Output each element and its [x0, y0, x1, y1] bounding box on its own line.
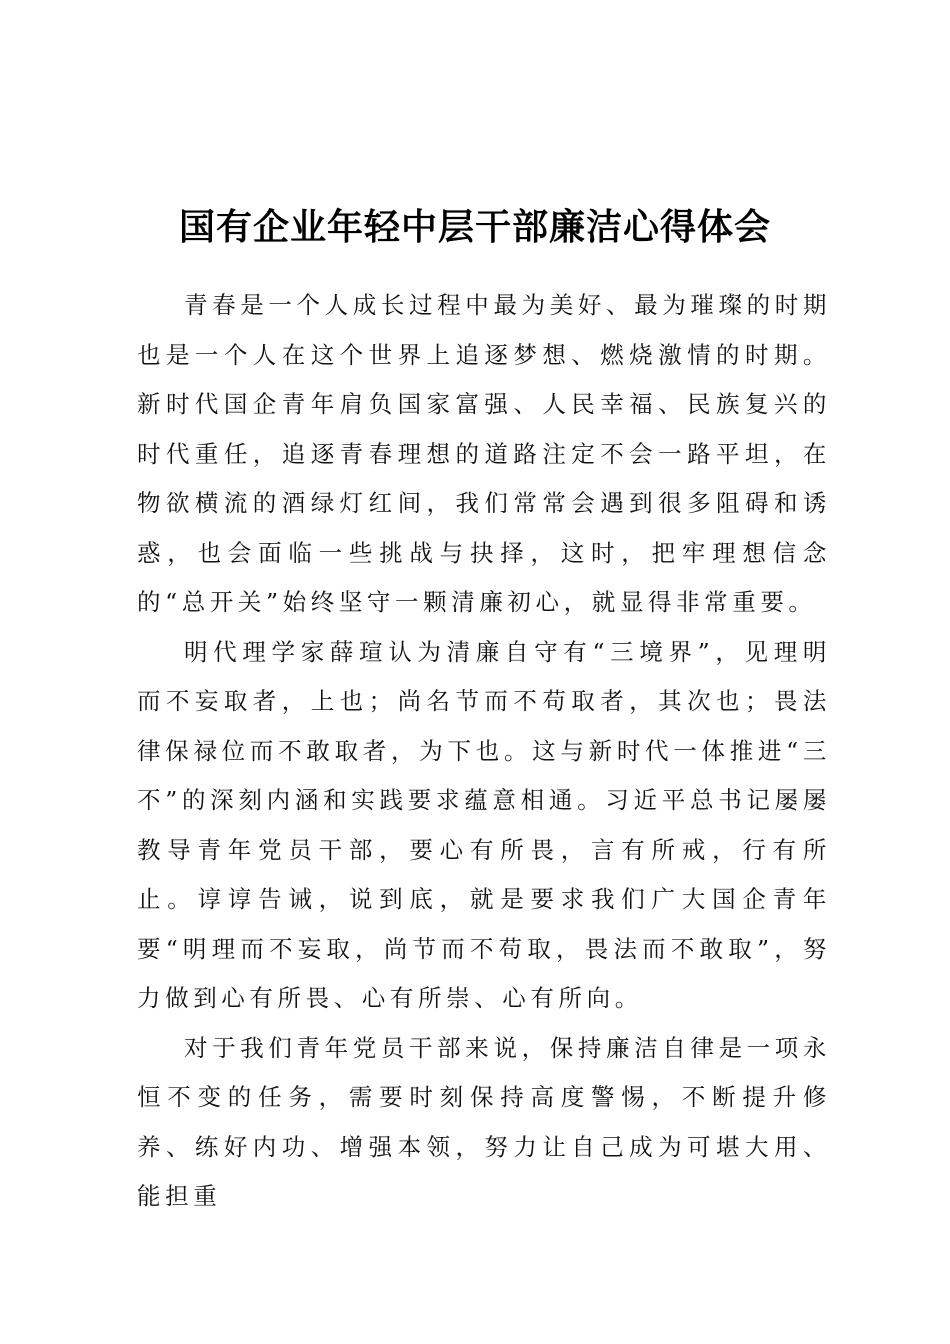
paragraph-1: 青春是一个人成长过程中最为美好、最为璀璨的时期也是一个人在这个世界上追逐梦想、燃烧激情的时期。新时代国企青年肩负国家富强、人民幸福、民族复兴的时代重任，追逐青春理想的道路注定不会一路平坦，在物欲横流的酒绿灯红间，我们常常会遇到很多阻碍和诱惑，也会面临一些挑战与抉择，这时，把牢理想信念的“总开关”始终坚守一颗清廉初心，就显得非常重要。: [137, 291, 831, 616]
document-body: [137, 281, 831, 1222]
document-title: 国有企业年轻中层干部廉洁心得体会: [178, 207, 771, 248]
paragraph-2: 明代理学家薛瑄认为清廉自守有“三境界”，见理明而不妄取者，上也；尚名节而不苟取者，其次也；畏法律保禄位而不敢取者，为下也。这与新时代一体推进“三不”的深刻内涵和实践要求蕴意相通。习近平总书记屡屡教导青年党员干部，要心有所畏，言有所戒，行有所止。谆谆告诫，说到底，就是要求我们广大国企青年要“明理而不妄取，尚节而不苟取，畏法而不敢取”，努力做到心有所畏、心有所崇、心有所向。: [137, 637, 831, 1012]
paragraph-3: 对于我们青年党员干部来说，保持廉洁自律是一项永恒不变的任务，需要时刻保持高度警惕，不断提升修养、练好内功、增强本领，努力让自己成为可堪大用、能担重: [137, 1033, 831, 1210]
